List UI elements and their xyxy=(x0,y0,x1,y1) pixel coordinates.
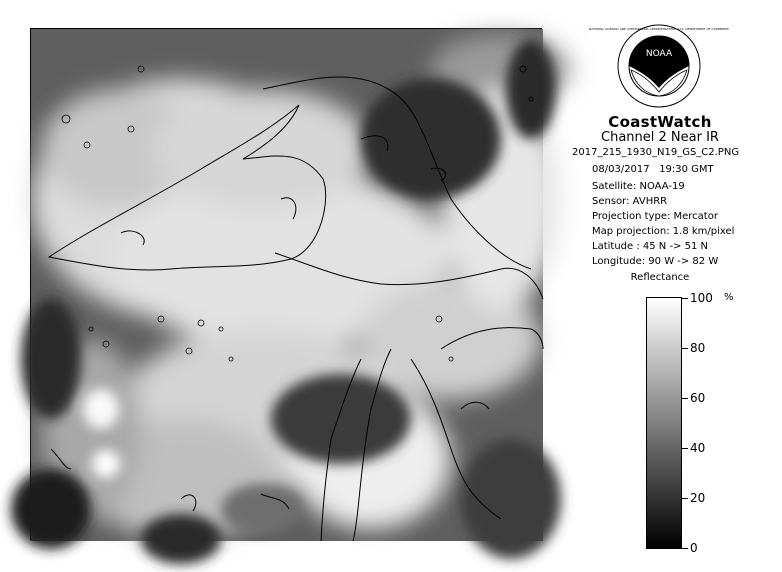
tick-label: 0 xyxy=(690,541,698,555)
projection-type-label: Projection type: Mercator xyxy=(592,211,718,222)
date-value: 08/03/2017 xyxy=(592,164,650,175)
brand-title: CoastWatch xyxy=(608,113,712,131)
tick-mark xyxy=(682,548,688,549)
sensor-label: Sensor: AVHRR xyxy=(592,196,668,207)
channel-title: Channel 2 Near IR xyxy=(601,130,719,145)
logo-noaa-text: NOAA xyxy=(645,49,673,59)
file-name: 2017_215_1930_N19_GS_C2.PNG xyxy=(572,147,740,158)
tick-mark xyxy=(682,298,688,299)
logo-ring-text: NATIONAL OCEANIC AND ATMOSPHERIC ADMINISTRATION · U.S. DEPARTMENT OF COMMERCE xyxy=(589,27,729,31)
longitude-label: Longitude: 90 W -> 82 W xyxy=(592,256,719,267)
acquisition-date xyxy=(592,164,714,176)
satellite-label: Satellite: NOAA-19 xyxy=(592,181,685,192)
tick-label: 60 xyxy=(690,391,706,405)
satellite-image xyxy=(30,28,542,540)
tick-label: 20 xyxy=(690,491,706,505)
tick-label: 40 xyxy=(690,441,706,455)
tick-label: 80 xyxy=(690,341,706,355)
tick-mark xyxy=(682,348,688,349)
map-projection-label: Map projection: 1.8 km/pixel xyxy=(592,226,735,237)
tick-label: 100 xyxy=(690,291,713,305)
legend-title: Reflectance xyxy=(630,272,690,283)
tick-mark xyxy=(682,498,688,499)
reflectance-colorbar xyxy=(646,297,682,549)
noaa-logo xyxy=(589,24,729,108)
latitude-label: Latitude : 45 N -> 51 N xyxy=(592,241,708,252)
tick-mark xyxy=(682,398,688,399)
tick-mark xyxy=(682,448,688,449)
legend-unit: % xyxy=(724,292,734,303)
reflectance-map xyxy=(31,29,543,541)
time-value: 19:30 GMT xyxy=(659,164,714,175)
